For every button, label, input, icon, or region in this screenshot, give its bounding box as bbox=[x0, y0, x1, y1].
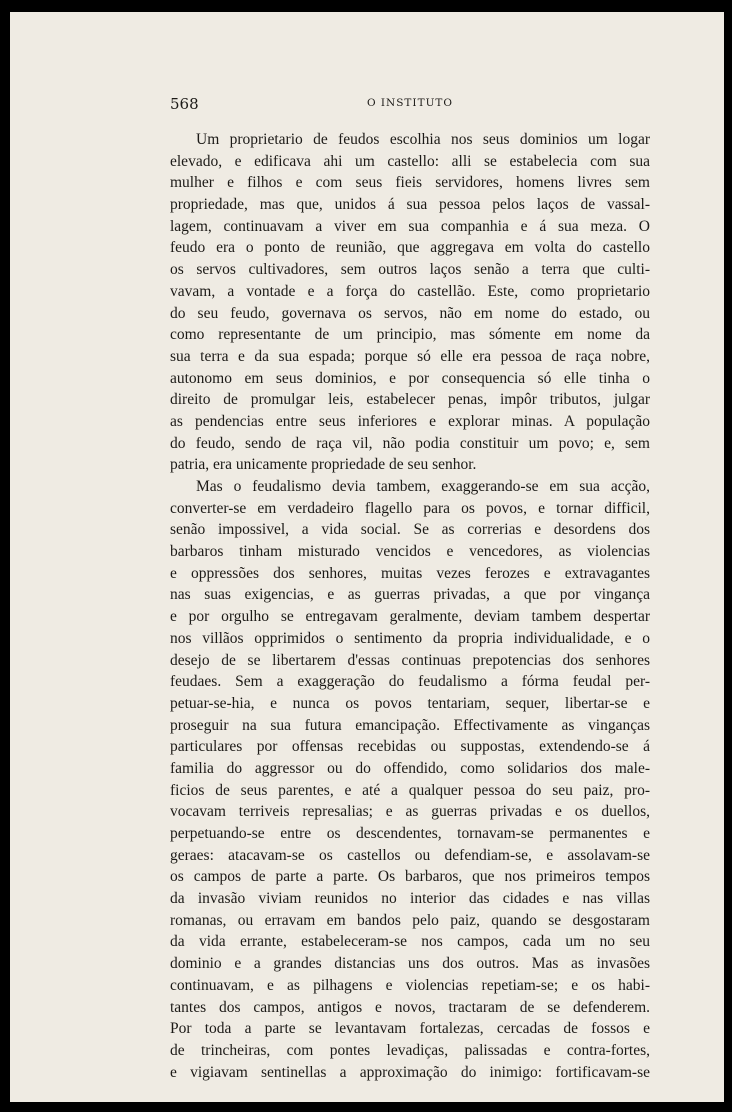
text-line: as pendencias entre seus inferiores e explorar minas. A população bbox=[170, 412, 650, 430]
text-line: particulares por offensas recebidas ou suppostas, extendendo-se á bbox=[170, 738, 650, 756]
text-line: geraes: atacavam-se os castellos ou defendiam-se, e assolavam-se bbox=[170, 846, 650, 864]
text-line: de trincheiras, com pontes levadiças, palissadas e contra-fortes, bbox=[170, 1041, 650, 1059]
paragraph bbox=[170, 129, 650, 476]
text-line: proseguir na sua futura emancipação. Effectivamente as vinganças bbox=[170, 716, 650, 734]
text-line: os campos de parte a parte. Os barbaros, que nos primeiros tempos bbox=[170, 868, 650, 886]
text-line: nos villãos opprimidos o sentimento da propria individualidade, e o bbox=[170, 629, 650, 647]
text-line: nas suas exigencias, e as guerras privadas, a que por vingança bbox=[170, 586, 650, 604]
text-line: vavam, a vontade e a força do castellão. Este, como proprietario bbox=[170, 282, 650, 300]
text-line: familia do aggressor ou do offendido, como solidarios dos male- bbox=[170, 759, 650, 777]
text-line: do feudo, sendo de raça vil, não podia constituir um povo; e, sem bbox=[170, 434, 650, 452]
text-line: elevado, e edificava ahi um castello: alli se estabelecia com sua bbox=[170, 152, 650, 170]
text-line: mulher e filhos e com seus fieis servidores, homens livres sem bbox=[170, 174, 650, 192]
text-line: do seu feudo, governava os servos, não em nome do estado, ou bbox=[170, 304, 650, 322]
text-line: vocavam terriveis represalias; e as guerras privadas e os duellos, bbox=[170, 803, 650, 821]
text-line: perpetuando-se entre os descendentes, tornavam-se permanentes e bbox=[170, 825, 650, 842]
text-line: autonomo em seus dominios, e por consequencia só elle tinha o bbox=[170, 369, 650, 387]
text-line: e vigiavam sentinellas a approximação do inimigo: fortificavam-se bbox=[170, 1063, 650, 1081]
text-line: tantes dos campos, antigos e novos, tractaram de se defenderem. bbox=[170, 998, 650, 1016]
text-line: dominio e a grandes distancias uns dos outros. Mas as invasões bbox=[170, 955, 650, 973]
text-line: os servos cultivadores, sem outros laços senão a terra que culti- bbox=[170, 261, 650, 279]
body-text bbox=[170, 129, 650, 1083]
text-line: e por orgulho se entregavam geralmente, deviam tambem despertar bbox=[170, 608, 650, 626]
running-head: O INSTITUTO bbox=[366, 97, 454, 109]
text-line: senão impossivel, a vida social. Se as correrias e desordens dos bbox=[170, 521, 650, 539]
text-line: Mas o feudalismo devia tambem, exaggerando-se em sua acção, bbox=[196, 478, 650, 495]
text-line: direito de promulgar leis, estabelecer penas, impôr tributos, julgar bbox=[170, 391, 650, 409]
text-line: continuavam, e as pilhagens e violencias repetiam-se; e os habi- bbox=[170, 976, 650, 994]
text-line: patria, era unicamente propriedade de seu senhor. bbox=[170, 456, 477, 474]
paragraph bbox=[170, 476, 650, 1083]
text-line: e oppressões dos senhores, muitas vezes ferozes e extravagantes bbox=[170, 564, 650, 582]
text-line: petuar-se-hia, e nunca os povos tentariam, sequer, libertar-se e bbox=[170, 694, 650, 712]
text-line: feudaes. Sem a exaggeração do feudalismo a fórma feudal per- bbox=[170, 673, 650, 691]
text-line: como representante de um principio, mas sómente em nome da bbox=[170, 326, 650, 344]
text-line: da invasão viviam reunidos no interior das cidades e nas villas bbox=[170, 890, 650, 908]
text-line: Um proprietario de feudos escolhia nos seus dominios um logar bbox=[196, 131, 650, 148]
text-line: barbaros tinham misturado vencidos e vencedores, as violencias bbox=[170, 543, 650, 561]
text-line: romanas, ou erravam em bandos pelo paiz, quando se desgostaram bbox=[170, 911, 650, 929]
book-page bbox=[10, 12, 724, 1102]
text-line: converter-se em verdadeiro flagello para os povos, e tornar difficil, bbox=[170, 499, 650, 517]
text-line: feudo era o ponto de reunião, que aggregava em volta do castello bbox=[170, 239, 650, 257]
text-line: ficios de seus parentes, e até a qualquer pessoa do seu paiz, pro- bbox=[170, 781, 650, 799]
page-header bbox=[170, 95, 650, 115]
text-line: sua terra e da sua espada; porque só elle era pessoa de raça nobre, bbox=[170, 347, 650, 365]
text-line: propriedade, mas que, unidos á sua pessoa pelos laços de vassal- bbox=[170, 196, 650, 214]
text-line: lagem, continuavam a viver em sua companhia e á sua meza. O bbox=[170, 217, 650, 235]
text-line: Por toda a parte se levantavam fortalezas, cercadas de fossos e bbox=[170, 1020, 650, 1038]
text-line: da vida errante, estabeleceram-se nos campos, cada um no seu bbox=[170, 933, 650, 951]
text-line: desejo de se libertarem d'essas continuas prepotencias dos senhores bbox=[170, 651, 650, 669]
page-number: 568 bbox=[170, 95, 199, 113]
